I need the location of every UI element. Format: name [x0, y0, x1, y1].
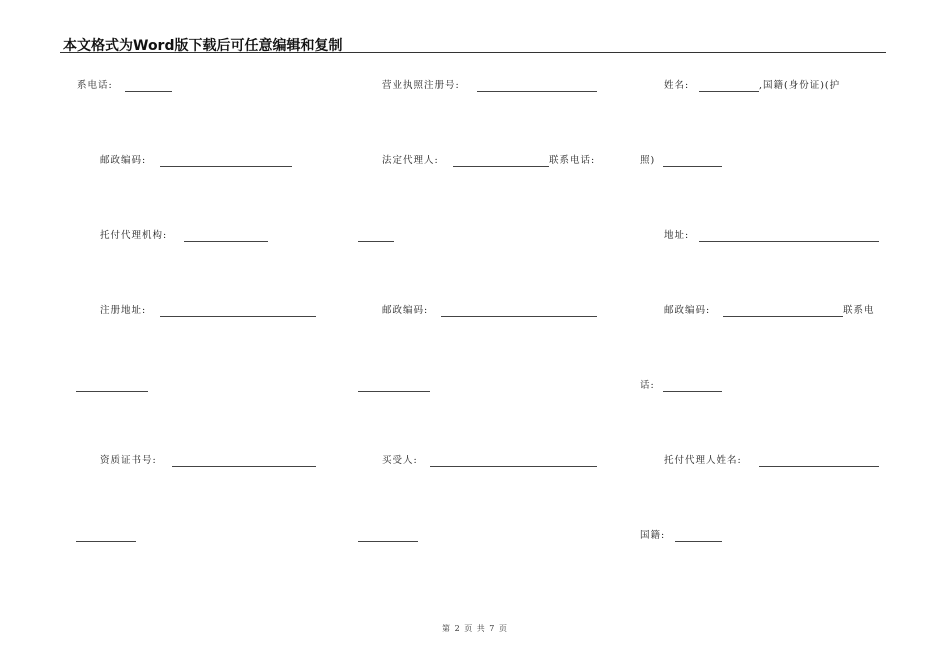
reg-address-field-line[interactable] — [160, 316, 316, 317]
agent-name-label: 托付代理人姓名: — [664, 455, 742, 466]
postcode-label-3: 邮政编码: — [664, 305, 711, 316]
postcode-label-1: 邮政编码: — [100, 155, 147, 166]
blank-line-col2-row5[interactable] — [358, 391, 430, 392]
postcode-field-line-2[interactable] — [441, 316, 597, 317]
phone-label: 系电话: — [77, 80, 113, 91]
biz-license-label: 营业执照注册号: — [382, 80, 460, 91]
nationality-id-label: ,国籍(身份证)(护 — [759, 80, 841, 91]
legal-rep-label: 法定代理人: — [382, 155, 439, 166]
address-label: 地址: — [664, 230, 690, 241]
reg-address-label: 注册地址: — [100, 305, 147, 316]
agent-name-field-line[interactable] — [759, 466, 879, 467]
cert-no-field-line[interactable] — [172, 466, 316, 467]
biz-license-field-line[interactable] — [477, 91, 597, 92]
buyer-field-line[interactable] — [430, 466, 597, 467]
agency-label: 托付代理机构: — [100, 230, 168, 241]
contact-phone-field-line[interactable] — [358, 241, 394, 242]
page-number: 第 2 页 共 7 页 — [442, 624, 508, 633]
postcode-field-line-3[interactable] — [723, 316, 843, 317]
postcode-label-2: 邮政编码: — [382, 305, 429, 316]
agency-field-line[interactable] — [184, 241, 268, 242]
name-label: 姓名: — [664, 80, 690, 91]
passport-field-line[interactable] — [663, 166, 722, 167]
nationality-field-line[interactable] — [675, 541, 722, 542]
cert-no-label: 资质证书号: — [100, 455, 157, 466]
blank-line-col2-row7[interactable] — [358, 541, 418, 542]
nationality-label: 国籍: — [640, 530, 666, 541]
phone-field-line[interactable] — [125, 91, 172, 92]
contact-label-end: 话: — [640, 380, 655, 391]
contact-label-start: 联系电 — [843, 305, 875, 316]
contact-phone-label: 联系电话: — [549, 155, 596, 166]
postcode-field-line-1[interactable] — [160, 166, 292, 167]
legal-rep-field-line[interactable] — [453, 166, 549, 167]
buyer-label: 买受人: — [382, 455, 418, 466]
passport-label: 照) — [640, 155, 656, 166]
blank-line-col1-row7[interactable] — [76, 541, 136, 542]
page-header-title: 本文格式为Word版下载后可任意编辑和复制 — [63, 38, 343, 54]
blank-line-col1-row5[interactable] — [76, 391, 148, 392]
address-field-line[interactable] — [699, 241, 879, 242]
name-field-line[interactable] — [699, 91, 759, 92]
contact-phone-field-line-3[interactable] — [663, 391, 722, 392]
header-divider — [60, 52, 886, 53]
